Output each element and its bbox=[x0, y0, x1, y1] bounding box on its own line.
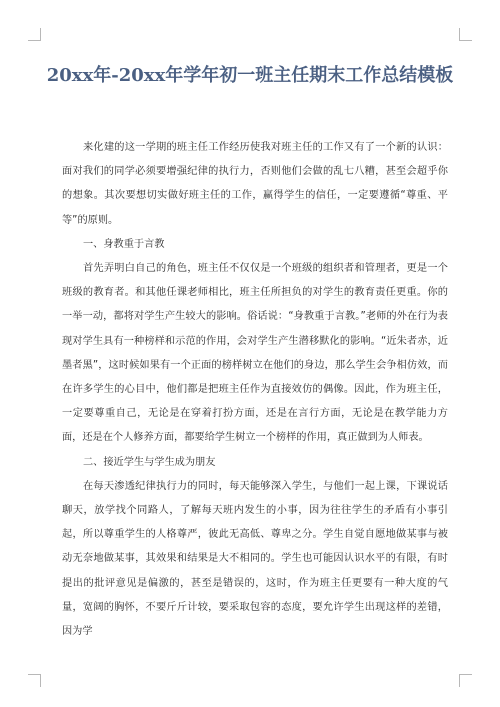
document-body bbox=[62, 136, 448, 644]
paragraph-intro: 来化建的这一学期的班主任工作经历使我对班主任的工作又有了一个新的认识：面对我们的同学必须要增强纪律的执行力，否则他们会做的乱七八糟，甚至会超乎你的想象。其次要想切实做好班主任的工作，赢得学生的信任，一定要遵循“尊重、平等”的原则。 bbox=[62, 142, 448, 226]
paragraph-section-2: 在每天渗透纪律执行力的同时，每天能够深入学生，与他们一起上课，下课说话聊天，放学找个同路人，了解每天班内发生的小事，因为往往学生的矛盾有小事引起，所以尊重学生的人格尊严，彼此无高低、尊卑之分。学生自觉自愿地做某事与被动无奈地做某事，其效果和结果是大不相同的。学生也可能因认识水平的有限，有时提出的批评意见是偏激的，甚至是错误的，这时，作为班主任更要有一种大度的气量，宽阔的胸怀，不要斤斤计较，要采取包容的态度，要允许学生出现这样的差错，因为学 bbox=[62, 480, 448, 638]
section-heading-1: 一、身教重于言教 bbox=[83, 238, 165, 250]
document-title: 20xx年-20xx年学年初一班主任期末工作总结模板 bbox=[46, 65, 454, 86]
corner-mark-bottom-right bbox=[459, 674, 472, 687]
paragraph-section-1: 首先弄明白自己的角色，班主任不仅仅是一个班级的组织者和管理者，更是一个班级的教育者。和其他任课老师相比，班主任所担负的对学生的教育责任更重。你的一举一动，都将对学生产生较大的影响。俗话说：“身教重于言教。”老师的外在行为表现对学生具有一种榜样和示范的作用，会对学生产生潜移默化的影响。“近朱者赤，近墨者黑”，这时候如果有一个正面的榜样树立在他们的身边，那么学生会争相仿效，而在许多学生的心目中，他们都是把班主任作为直接效仿的偶像。因此，作为班主任，一定要尊重自己，无论是在穿着打扮方面，还是在言行方面，无论是在教学能力方面，还是在个人修养方面，都要给学生树立一个榜样的作用，真正做到为人师表。 bbox=[62, 263, 448, 444]
corner-mark-bottom-left bbox=[28, 674, 41, 687]
corner-mark-top-right bbox=[459, 28, 472, 41]
corner-mark-top-left bbox=[28, 28, 41, 41]
section-heading-2: 二、接近学生与学生成为朋友 bbox=[83, 456, 216, 468]
